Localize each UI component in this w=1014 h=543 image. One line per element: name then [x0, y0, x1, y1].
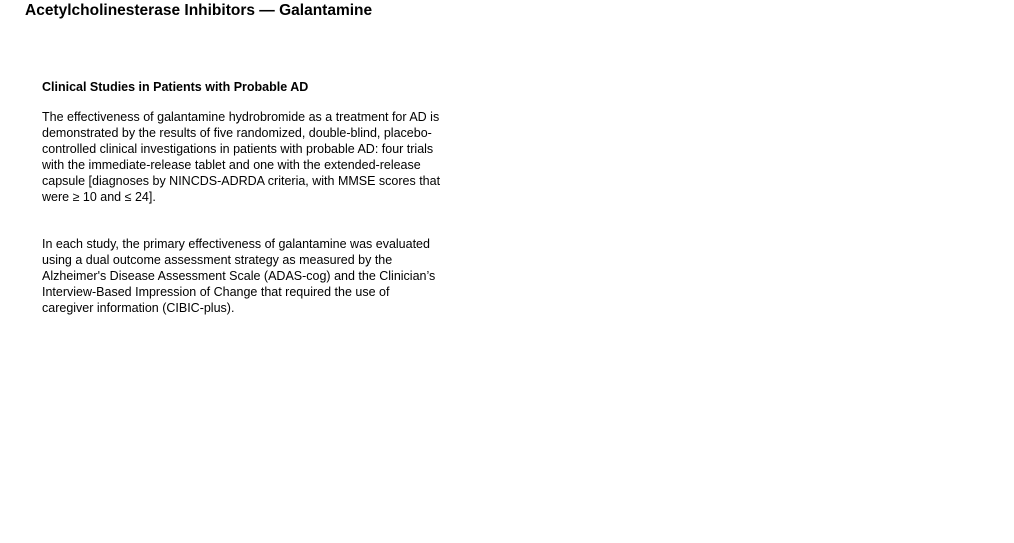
paragraph-line: The effectiveness of galantamine hydrobromide as a treatment for AD is: [42, 110, 440, 124]
paragraph-outcome-assessment: [42, 236, 502, 316]
paragraph-line: controlled clinical investigations in patients with probable AD: four trials: [42, 142, 434, 156]
paragraph-line: demonstrated by the results of five randomized, double-blind, placebo-: [42, 126, 432, 140]
section-heading: Clinical Studies in Patients with Probable AD: [42, 80, 309, 94]
clinical-studies-section: [42, 79, 502, 316]
paragraph-line: with the immediate-release tablet and one with the extended-release: [42, 158, 421, 172]
paragraph-line: capsule [diagnoses by NINCDS-ADRDA criteria, with MMSE scores that: [42, 174, 441, 188]
paragraph-line: were ≥ 10 and ≤ 24].: [42, 190, 156, 204]
paragraph-effectiveness: [42, 109, 502, 205]
paragraph-line: Interview-Based Impression of Change that required the use of: [42, 285, 390, 299]
paragraph-line: using a dual outcome assessment strategy as measured by the: [42, 253, 393, 267]
page-title: Acetylcholinesterase Inhibitors — Galantamine: [25, 2, 373, 19]
paragraph-line: Alzheimer's Disease Assessment Scale (ADAS-cog) and the Clinician’s: [42, 269, 436, 283]
paragraph-line: caregiver information (CIBIC-plus).: [42, 301, 235, 315]
paragraph-line: In each study, the primary effectiveness of galantamine was evaluated: [42, 237, 430, 251]
